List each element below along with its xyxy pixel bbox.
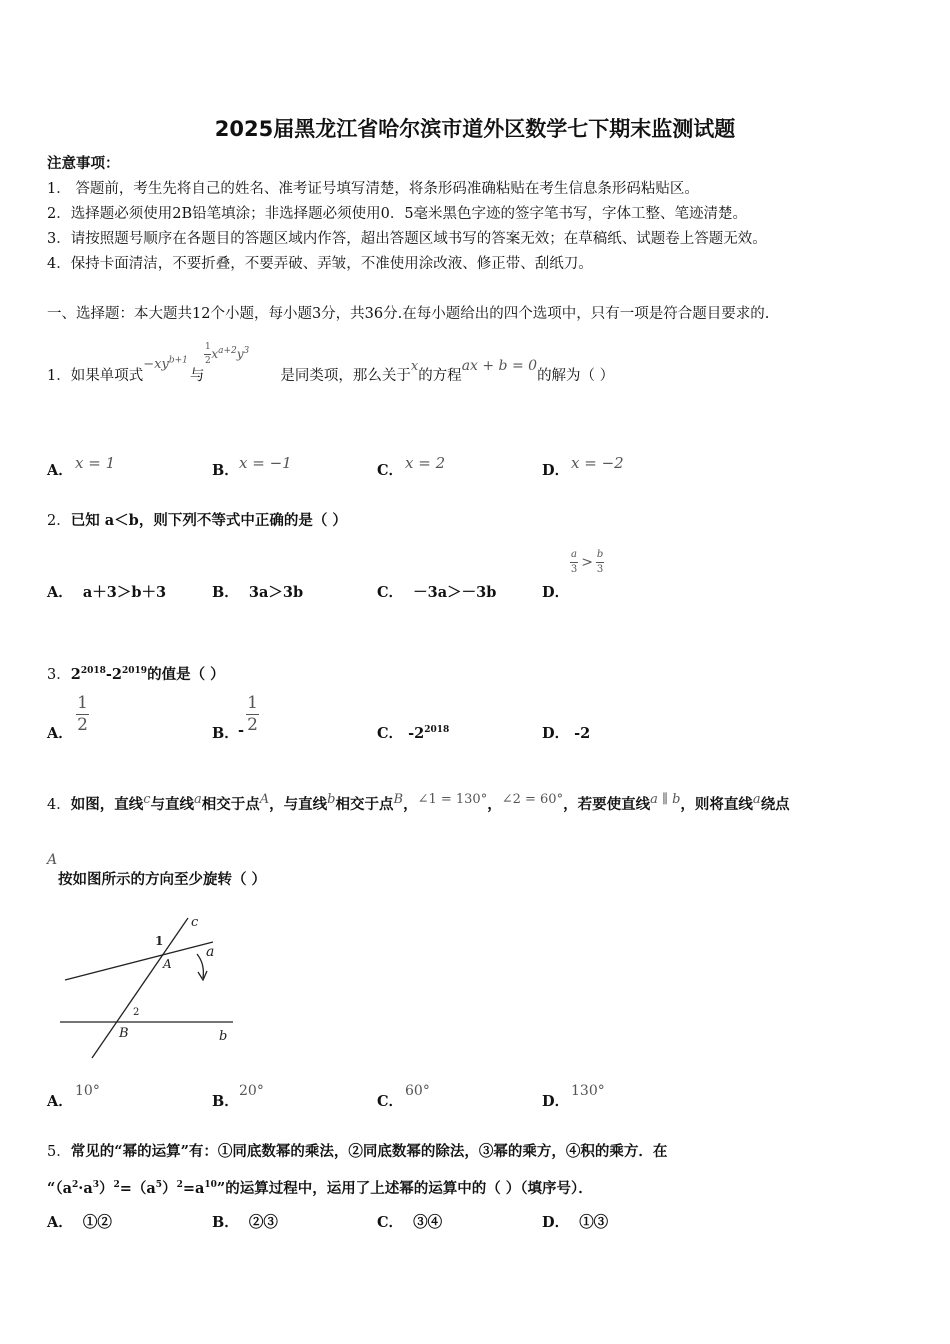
q2-option-a: A． a＋3＞b＋3 [47,584,167,601]
notice-item-4: 4．保持卡面清洁，不要折叠，不要弄破、弄皱，不准使用涂改液、修正带、刮纸刀。 [47,256,593,272]
q1-option-d-label: D． [542,462,570,479]
q4-option-c-label: C． [377,1093,404,1110]
notice-heading: 注意事项： [47,155,120,172]
q1-option-b: x = −1 [239,454,292,472]
notice-item-2: 2．选择题必须使用2B铅笔填涂；非选择题必须使用0．5毫米黑色字迹的签字笔书写，字体工整、笔迹清楚。 [47,206,748,222]
question-1 [47,342,615,388]
q1-option-d: x = −2 [571,454,624,472]
q3-option-a-label: A． [47,725,73,742]
q4-option-d-label: D． [542,1093,570,1110]
q5-option-a: A． ①② [47,1214,112,1231]
q1-text: 与 [189,368,205,384]
q4-option-d: 130° [571,1083,605,1099]
q5-option-c: C． ③④ [377,1214,443,1231]
line-b-label: b [219,1029,228,1044]
notice-item-3: 3．请按照题号顺序在各题目的答题区域内作答，超出答题区域书写的答案无效；在草稿纸、试题卷上答题无效。 [47,231,767,247]
q1-text: 是同类项，那么关于 [280,368,411,384]
line-c [92,918,188,1058]
q3-option-b-label: B． [212,725,239,742]
q2-option-b: B． 3a＞3b [212,584,304,601]
page-title: 2025届黑龙江省哈尔滨市道外区数学七下期末监测试题 [214,117,736,141]
q4-option-a-label: A． [47,1093,73,1110]
q5-option-d: D． ①③ [542,1214,609,1231]
q3-text: 的值是（ ） [147,666,225,683]
line-a-label: a [206,944,215,960]
q4-number: 4． [47,797,71,813]
q1-option-b-label: B． [212,462,239,479]
q1-text: 的方程 [418,368,462,384]
q3-option-c: C． $-2^{2018}$ [377,725,450,742]
q2-option-d-label: D． [542,584,570,601]
question-2 [47,509,347,530]
q1-text: 的解为（ ） [537,368,615,384]
q1-text: 如果单项式 [70,368,144,384]
q1-var-x: x [410,359,419,374]
q1-option-a: x = 1 [75,454,116,472]
q1-equation: ax + b = 0 [461,358,538,374]
q1-option-c: x = 2 [405,454,446,472]
q4-option-a: 10° [75,1083,100,1099]
q2-number: 2． [47,513,71,529]
q4-figure [55,912,240,1062]
q4-option-b: 20° [239,1083,264,1099]
angle-1-label: 1 [155,934,164,948]
q3-option-b-sign: - [238,722,245,739]
q5-option-b: B． ②③ [212,1214,278,1231]
q1-monomial-1: $-xy^{b+1}$ [143,355,188,372]
q2-option-d-inequality: $\frac{a}{3}$ > $\frac{b}{3}$ [570,549,604,575]
q2-text: 已知 a＜b，则下列不等式中正确的是（ ） [70,512,347,529]
q4-point-a: A [47,852,58,868]
q3-option-b: $\frac{1}{2}$ [247,693,258,735]
question-4: 4．如图，直线c与直线a相交于点A，与直线b相交于点B，∠1 = 130°，∠2 = 60°，若要使直线a ∥ b，则将直线a绕点 [47,792,790,813]
q3-option-a: $\frac{1}{2}$ [77,693,88,735]
q3-expression: $2^{2018}-2^{2019}$ [70,666,148,683]
q3-option-d: D． -2 [542,725,591,742]
q4-option-c: 60° [405,1083,430,1099]
point-b-label: B [119,1026,129,1041]
point-a-label: A [163,957,172,971]
rotation-arrowhead [198,971,207,980]
q5-text-line1: 常见的“幂的运算”有：①同底数幂的乘法，②同底数幂的除法，③幂的乘方，④积的乘方．在 [70,1143,668,1160]
notice-item-1: 1． 答题前，考生先将自己的姓名、准考证号填写清楚，将条形码准确粘贴在考生信息条形码粘贴区。 [47,181,699,197]
q1-option-c-label: C． [377,462,404,479]
q2-option-c: C． －3a＞－3b [377,584,497,601]
q3-number: 3． [47,667,71,683]
question-3 [47,663,225,684]
question-5 [47,1140,667,1161]
q1-monomial-2: $\frac{1}{2}$ $x^{a+2}y^3$ [204,342,250,366]
q5-text-line2: “$(a^2\cdot a^3)^2=(a^5)^2=a^{10}$”的运算过程中，运用了上述幂的运算中的（ ）（填序号）． [47,1180,593,1197]
q4-text-line2: 按如图所示的方向至少旋转（ ） [58,871,267,888]
q1-option-a-label: A． [47,462,73,479]
line-c-label: c [191,915,199,930]
angle-2-label: 2 [133,1007,140,1018]
q4-option-b-label: B． [212,1093,239,1110]
line-a [65,942,213,980]
q1-number: 1． [47,368,71,384]
section-heading: 一、选择题：本大题共12个小题，每小题3分，共36分.在每小题给出的四个选项中，只有一项是符合题目要求的. [47,306,770,322]
q5-number: 5． [47,1144,71,1160]
